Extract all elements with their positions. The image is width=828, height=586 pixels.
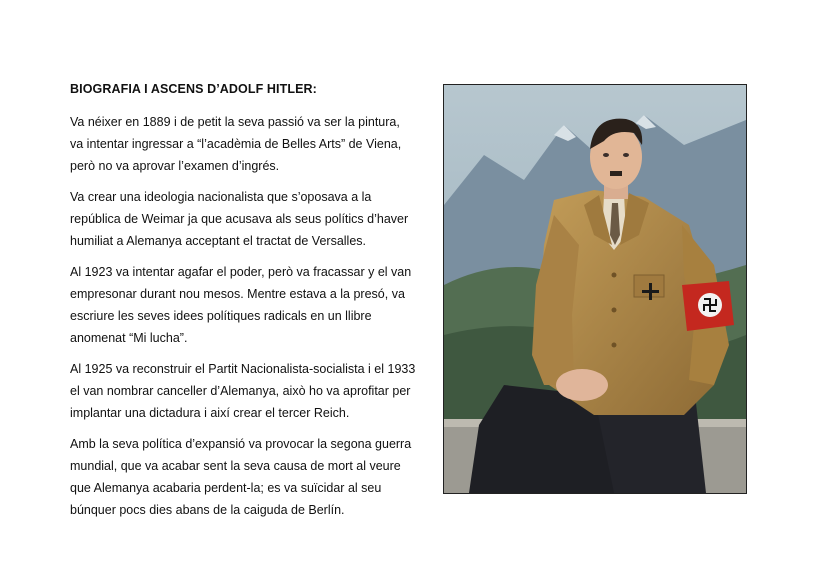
paragraph-line: república de Weimar ja que acusava als seus polítics d’haver <box>70 212 409 226</box>
paragraph-5 <box>70 433 415 521</box>
paragraph-line: Amb la seva política d’expansió va provocar la segona guerra <box>70 437 412 451</box>
paragraph-line: però no va aprovar l’examen d’ingrés. <box>70 159 280 173</box>
paragraph-line: mundial, que va acabar sent la seva causa de mort al veure <box>70 459 401 473</box>
paragraph-line: anomenat “Mi lucha”. <box>70 331 188 345</box>
document-title: BIOGRAFIA I ASCENS D’ADOLF HITLER: <box>70 82 317 96</box>
paragraph-line: el van nombrar canceller d’Alemanya, això ho va aprofitar per <box>70 384 411 398</box>
paragraph-line: Al 1923 va intentar agafar el poder, però va fracassar y el van <box>70 265 412 279</box>
paragraph-2 <box>70 186 415 252</box>
paragraph-line: búnquer pocs dies abans de la caiguda de Berlín. <box>70 503 345 517</box>
photo-eye <box>623 153 629 157</box>
paragraph-4 <box>70 358 415 424</box>
photo-hands <box>556 369 608 401</box>
paragraph-line: va intentar ingressar a “l’acadèmia de Belles Arts” de Viena, <box>70 137 402 151</box>
portrait-photo-icon <box>444 85 746 493</box>
paragraph-line: Al 1925 va reconstruir el Partit Nacionalista-socialista i el 1933 <box>70 362 416 376</box>
paragraph-line: escriure les seves idees polítiques radicals en un llibre <box>70 309 372 323</box>
photo-button <box>612 273 617 278</box>
paragraph-line: humiliat a Alemanya acceptant el tractat de Versalles. <box>70 234 366 248</box>
photo-mustache <box>610 171 622 176</box>
text-column <box>70 81 415 530</box>
paragraph-1 <box>70 111 415 177</box>
paragraph-line: empresonar durant nou mesos. Mentre estava a la presó, va <box>70 287 405 301</box>
paragraph-line: Va crear una ideologia nacionalista que s’oposava a la <box>70 190 372 204</box>
paragraph-line: implantar una dictadura i així crear el tercer Reich. <box>70 406 350 420</box>
portrait-photo <box>443 84 747 494</box>
photo-button <box>612 343 617 348</box>
paragraph-line: Va néixer en 1889 i de petit la seva passió va ser la pintura, <box>70 115 400 129</box>
paragraph-line: que Alemanya acabaria perdent-la; es va suïcidar al seu <box>70 481 382 495</box>
photo-button <box>612 308 617 313</box>
photo-eye <box>603 153 609 157</box>
paragraph-3 <box>70 261 415 349</box>
